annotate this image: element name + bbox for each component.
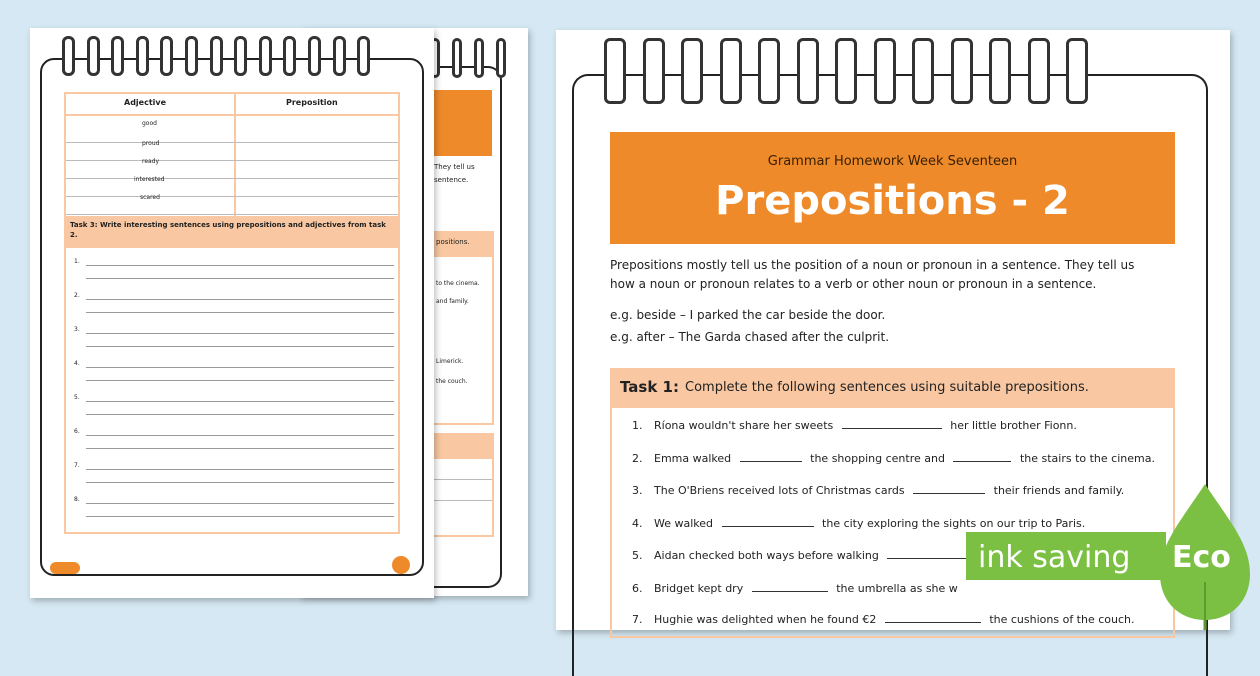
- sentence-number: 3.: [632, 484, 643, 497]
- sentence-number: 7.: [632, 613, 643, 626]
- footer-badge: [392, 556, 410, 574]
- task1-instructions: Complete the following sentences using suitable prepositions.: [685, 380, 1089, 395]
- sentence-fragment: Limerick.: [436, 358, 464, 365]
- sentence-text: Bridget kept dry: [654, 582, 744, 595]
- task3-title: Task 3: Write interesting sentences using prepositions and adjectives from task 2.: [70, 221, 386, 239]
- adjective-cell: proud: [142, 140, 160, 147]
- sentence-text: Ríona wouldn't share her sweets: [654, 419, 834, 432]
- line-number: 8.: [74, 496, 80, 503]
- adjective-cell: ready: [142, 158, 160, 165]
- line-number: 1.: [74, 258, 80, 265]
- line-number: 5.: [74, 394, 80, 401]
- answer-blank[interactable]: [740, 461, 802, 462]
- sentence-text: the stairs to the cinema.: [1019, 452, 1155, 465]
- page-title: Prepositions - 2: [715, 178, 1070, 224]
- sentence-text: the shopping centre and: [810, 452, 945, 465]
- sentence-text: Hughie was delighted when he found €2: [654, 613, 877, 626]
- answer-blank[interactable]: [722, 526, 814, 527]
- left-worksheet-page: [30, 28, 434, 598]
- sentence-number: 2.: [632, 452, 643, 465]
- task1-label: Task 1:: [620, 378, 679, 396]
- sentence-number: 1.: [632, 419, 643, 432]
- ink-saving-label: ink saving: [978, 540, 1131, 575]
- table-header: Adjective: [124, 98, 167, 107]
- title-banner: [430, 90, 492, 156]
- spiral-binding: [430, 38, 506, 78]
- intro-fragment: They tell us: [434, 163, 475, 171]
- line-number: 4.: [74, 360, 80, 367]
- example-text: e.g. beside – I parked the car beside the door.: [610, 308, 886, 322]
- sentence-text: the cushions of the couch.: [989, 613, 1135, 626]
- sentence-text: the city exploring the sights on our trip to Paris.: [822, 517, 1086, 530]
- line-number: 7.: [74, 462, 80, 469]
- eco-ink-saving-badge: [966, 482, 1260, 630]
- sentence-text: her little brother Fionn.: [950, 419, 1077, 432]
- spiral-binding: [62, 36, 370, 76]
- line-number: 3.: [74, 326, 80, 333]
- adjective-cell: scared: [140, 194, 160, 201]
- sentence-fragment: and family.: [436, 298, 469, 305]
- sentence-number: 5.: [632, 549, 643, 562]
- sentence-row: [632, 419, 1077, 432]
- example-text: e.g. after – The Garda chased after the culprit.: [610, 330, 890, 344]
- eco-label: Eco: [1172, 540, 1231, 575]
- sentence-text: We walked: [654, 517, 714, 530]
- sentence-fragment: the couch.: [436, 378, 468, 385]
- intro-fragment: sentence.: [434, 176, 469, 184]
- sentence-text: the umbrella as she w: [836, 582, 958, 595]
- answer-blank[interactable]: [953, 461, 1011, 462]
- intro-text: how a noun or pronoun relates to a verb or other noun or pronoun in a sentence.: [610, 277, 1097, 291]
- line-number: 2.: [74, 292, 80, 299]
- adjective-cell: interested: [134, 176, 165, 183]
- task-fragment: positions.: [436, 238, 470, 246]
- table-header: Preposition: [286, 98, 338, 107]
- spiral-binding: [604, 38, 1088, 104]
- sentence-text: The O'Briens received lots of Christmas cards: [654, 484, 905, 497]
- answer-blank[interactable]: [752, 591, 828, 592]
- adjective-preposition-table: [64, 92, 400, 234]
- sentence-fragment: to the cinema.: [436, 280, 480, 287]
- banner-subtitle: Grammar Homework Week Seventeen: [767, 154, 1018, 169]
- sentence-row: [632, 549, 972, 562]
- sentence-row: [632, 452, 1155, 465]
- answer-blank[interactable]: [887, 558, 967, 559]
- sentence-text: Emma walked: [654, 452, 732, 465]
- answer-blank[interactable]: [842, 428, 942, 429]
- sentence-number: 6.: [632, 582, 643, 595]
- task-box: [430, 433, 494, 537]
- sentence-text: Aidan checked both ways before walking: [654, 549, 879, 562]
- intro-text: Prepositions mostly tell us the position of a noun or pronoun in a sentence. They tell us: [610, 258, 1135, 272]
- sentence-row: [632, 582, 958, 595]
- writing-lines: [70, 252, 394, 524]
- task-box: [430, 231, 494, 425]
- footer-logo: [50, 562, 80, 574]
- sentence-number: 4.: [632, 517, 643, 530]
- sentence-text: their friends and family.: [993, 484, 1125, 497]
- line-number: 6.: [74, 428, 80, 435]
- adjective-cell: good: [142, 120, 157, 127]
